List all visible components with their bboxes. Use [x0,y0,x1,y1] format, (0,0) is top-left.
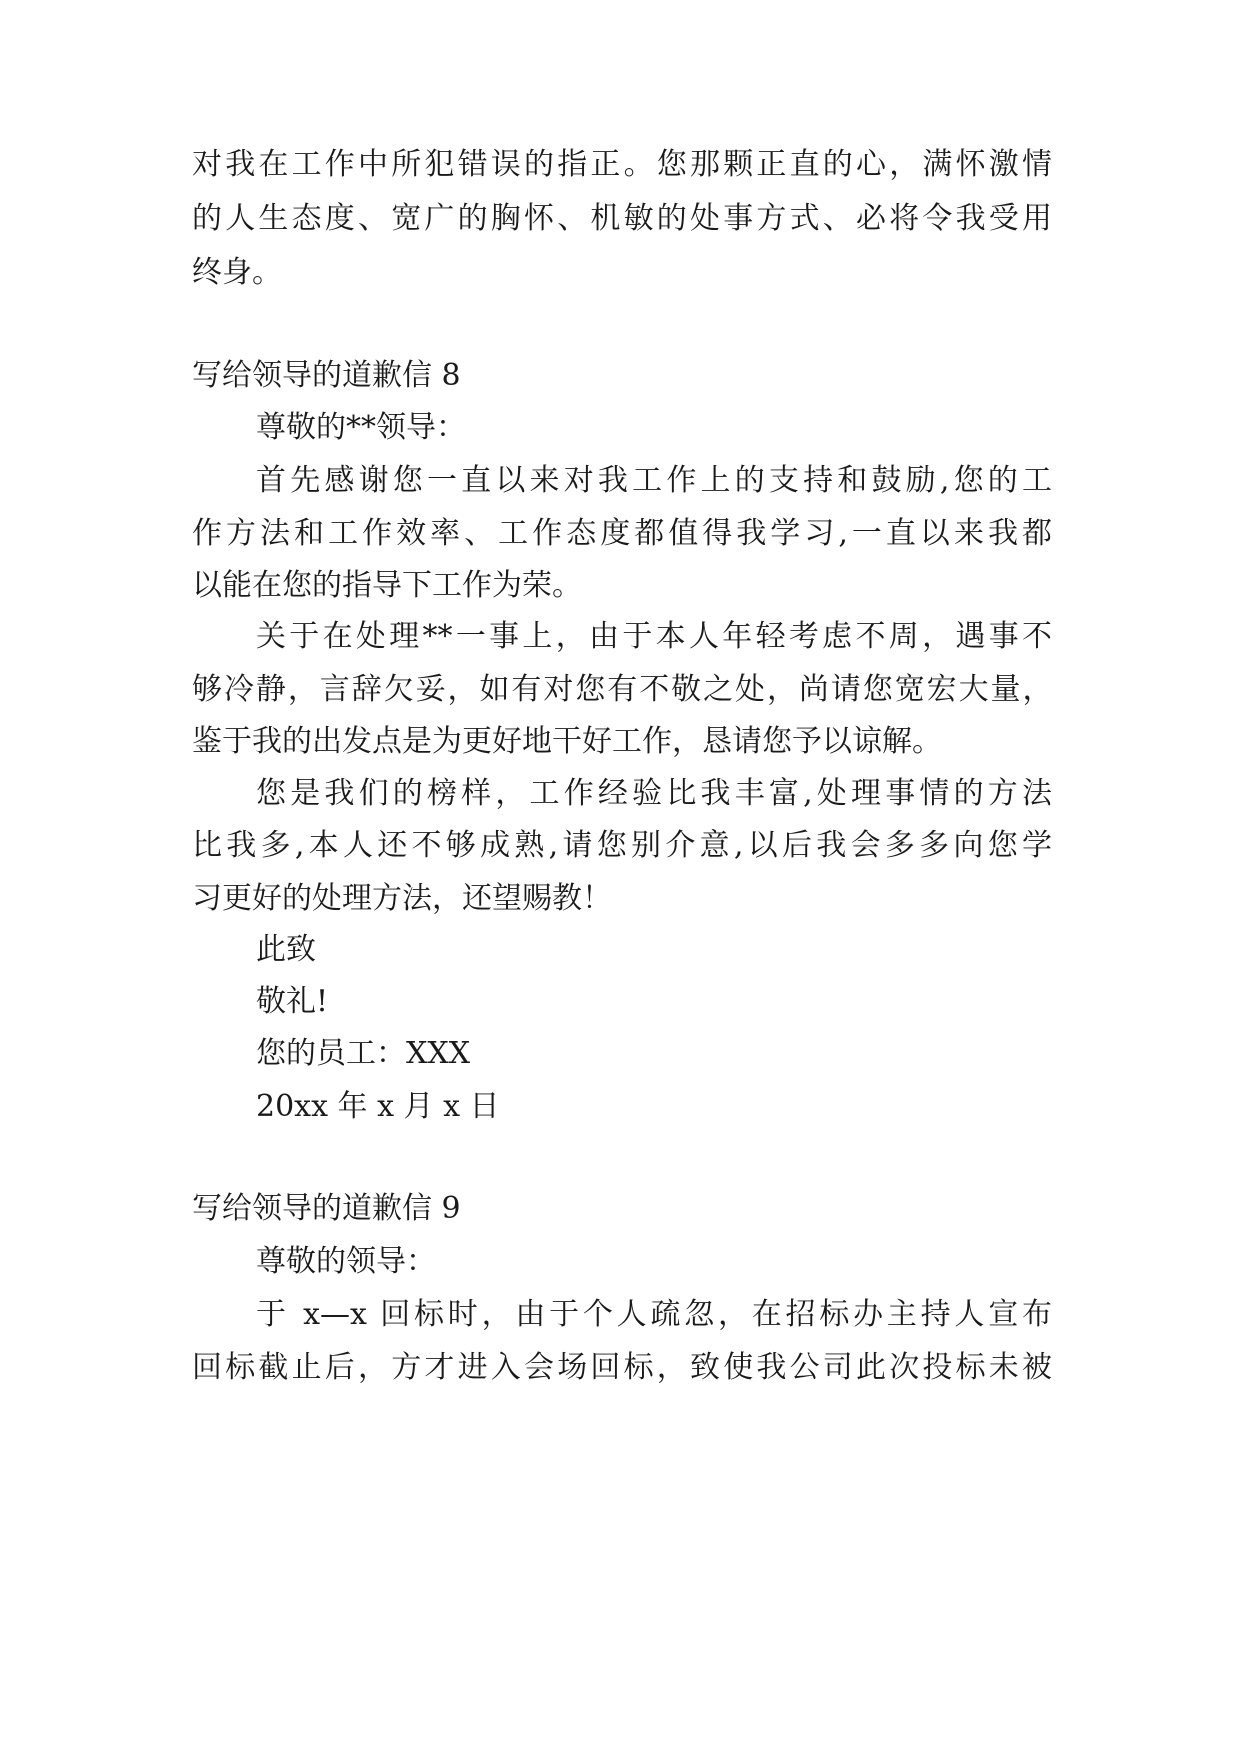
letter8-paragraph2-line-1: 关于在处理**一事上，由于本人年轻考虑不周，遇事不 [256,619,1052,654]
letter8-paragraph1-line-1: 首先感谢您一直以来对我工作上的支持和鼓励,您的工 [256,463,1052,498]
letter8-paragraph2-line-2: 够冷静，言辞欠妥，如有对您有不敬之处，尚请您宽宏大量， [192,672,1052,707]
letter9-paragraph1-line-1: 于 x—x 回标时，由于个人疏忽，在招标办主持人宣布 [256,1297,1052,1332]
letter9-salutation: 尊敬的领导： [256,1244,436,1279]
continuation-line-2: 的人生态度、宽广的胸怀、机敏的处事方式、必将令我受用 [192,201,1052,236]
continuation-line-3: 终身。 [192,255,282,290]
letter8-paragraph2-line-3: 鉴于我的出发点是为更好地干好工作，恳请您予以谅解。 [192,724,942,759]
letter8-closing-1: 此致 [256,932,316,967]
letter8-title: 写给领导的道歉信 8 [192,358,461,393]
letter9-title: 写给领导的道歉信 9 [192,1191,461,1226]
letter8-paragraph1-line-2: 作方法和工作效率、工作态度都值得我学习,一直以来我都 [192,516,1052,551]
letter8-paragraph3-line-2: 比我多,本人还不够成熟,请您别介意,以后我会多多向您学 [192,828,1052,863]
letter8-date: 20xx 年 x 月 x 日 [256,1089,500,1124]
letter8-paragraph3-line-3: 习更好的处理方法，还望赐教！ [192,881,612,916]
letter8-closing-2: 敬礼! [256,984,329,1019]
letter8-paragraph3-line-1: 您是我们的榜样，工作经验比我丰富,处理事情的方法 [256,776,1052,811]
letter8-paragraph1-line-3: 以能在您的指导下工作为荣。 [192,568,582,603]
continuation-line-1: 对我在工作中所犯错误的指正。您那颗正直的心，满怀激情 [192,147,1052,182]
letter8-salutation: 尊敬的**领导： [256,410,466,445]
letter8-signature: 您的员工：XXX [256,1036,471,1071]
letter9-paragraph1-line-2: 回标截止后，方才进入会场回标，致使我公司此次投标未被 [192,1350,1052,1385]
